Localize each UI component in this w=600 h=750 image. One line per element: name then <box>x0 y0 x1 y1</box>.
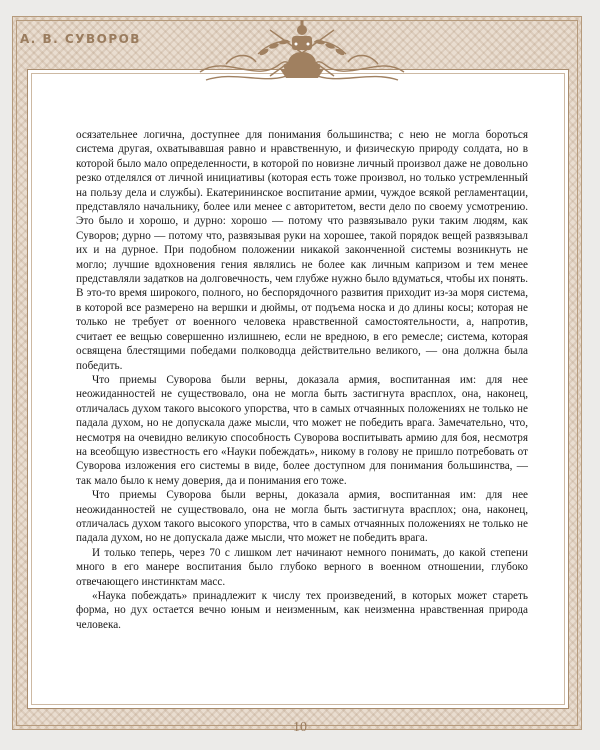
paragraph: Что приемы Суворова были верны, доказала армия, воспитанная им: для нее неожиданностей не существовало, она не могла быть застигнута врасплох, она, наконец, отличалась духом такого высокого упорства, что в самых отчаянных положениях не только не падала духом, но не допускала даже мысли, что может не победить врага. Замечательно, что, несмотря на очевидно великую способность Суворова воспитывать армию для боя, несмотря на всеобщую известность его «Науки побеждать», никому в голову не пришло потребовать от Суворова изложения его системы в виде, более доступном для понимания большинства, — так мало было к нему доверия, да и понимания его тоже. <box>76 373 528 487</box>
paragraph: «Наука побеждать» принадлежит к числу тех произведений, в которых может стареть форма, но дух остается вечно юным и неизменным, как неизменна нравственная природа человека. <box>76 590 528 631</box>
paragraph: осязательнее логична, доступнее для понимания большинства; с нею не могла бороться система другая, охватывавшая равно и нравственную, и физическую природу солдата, но в которой было мало определенности, в которой по новизне личный произвол даже не довольно резко отделялся от личной инициативы (которая есть тоже произвол, но только устремленный на пользу дела и службы). Екатерининское воспитание армии, чуждое всякой регламентации, представляло начальнику, более или менее с авторитетом, вести дело по своему усмотрению. Это было и хорошо, и дурно: хорошо — потому что развязывало руки таким людям, как Суворов; дурно — потому что, развязывая руки на хорошее, такой порядок вещей развязывал их и на дурное. При подобном положении никакой законченной системы возникнуть не могло; лучшие вдохновения гения являлись не более как личным капризом и тем менее представляли задатков на долговечность, чем глубже нужно было вдуматься, чтобы их понять. В это-то время широкого, полного, но беспорядочного развития приходит из-за моря система, в которой все размерено на вершки и дюймы, от подъема носка и до длины косы; которая не только не требует от военного человека нравственной самостоятельности, а, напротив, считает ее вещью совершенно излишнею, если не вредною, в его ремесле; система, которая освящена блестящими победами полководца действительно великого, — она должна была победить. <box>76 129 528 372</box>
body-text <box>76 128 528 632</box>
page-number: 10 <box>293 720 307 735</box>
paragraph: И только теперь, через 70 с лишком лет начинают немного понимать, до какой степени много в его манере воспитания было глубоко верного в военном отношении, глубоко отвечающего инстинктам масс. <box>76 546 528 588</box>
crown-ornament-icon <box>196 14 408 90</box>
running-head: А. В. СУВОРОВ <box>20 32 141 46</box>
paragraph: Что приемы Суворова были верны, доказала армия, воспитанная им: для нее неожиданностей не существовало, она не могла быть застигнута врасплох; она, наконец, отличалась духом такого высокого упорства, что в самых отчаянных положениях не только не падала духом, но не допускала даже мысли, что может не победить врага. <box>76 489 528 545</box>
